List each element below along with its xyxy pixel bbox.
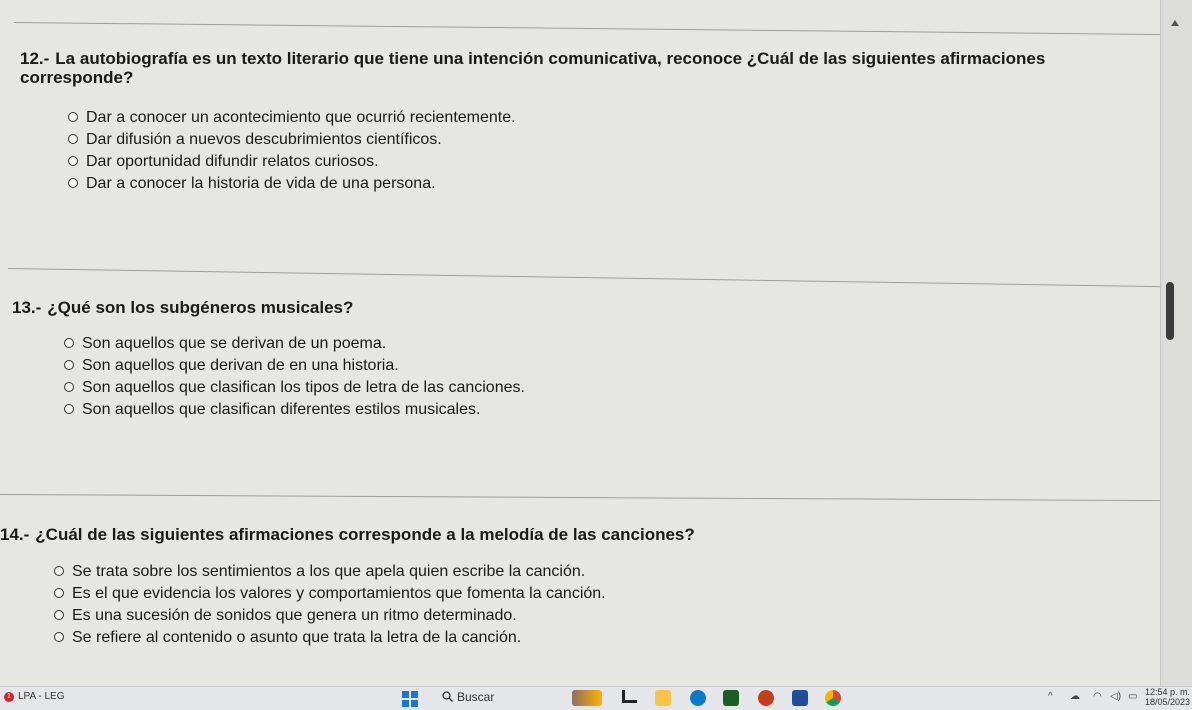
scroll-thumb[interactable] (1166, 282, 1174, 340)
question-text: ¿Qué son los subgéneros musicales? (47, 298, 354, 317)
weather-label[interactable]: LPA - LEG (18, 691, 65, 702)
task-view-icon[interactable] (622, 690, 637, 703)
option-14-d[interactable] (54, 627, 1150, 649)
question-12 (20, 49, 1150, 195)
search-label: Buscar (457, 690, 495, 704)
option-label: Se refiere al contenido o asunto que trata la letra de la canción. (72, 629, 522, 646)
option-label: Dar difusión a nuevos descubrimientos científicos. (86, 131, 442, 148)
clock-time: 12:54 p. m. (1144, 687, 1190, 697)
file-explorer-icon[interactable] (655, 690, 671, 706)
battery-icon[interactable]: ▭ (1128, 691, 1138, 702)
radio-button[interactable] (54, 566, 64, 576)
clock-date: 18/05/2023 (1144, 697, 1190, 707)
question-14 (0, 525, 1150, 649)
option-14-a[interactable] (54, 561, 1150, 583)
section-divider (8, 268, 1160, 287)
option-13-b[interactable] (64, 355, 1142, 377)
option-label: Dar a conocer un acontecimiento que ocurrió recientemente. (86, 109, 516, 126)
question-title (12, 298, 1142, 317)
option-12-d[interactable] (68, 173, 1150, 195)
radio-button[interactable] (68, 156, 78, 166)
radio-button[interactable] (68, 178, 78, 188)
onedrive-icon[interactable]: ☁ (1070, 691, 1080, 702)
question-number: 12.- (20, 49, 50, 68)
vertical-scrollbar[interactable] (1160, 0, 1192, 686)
question-text: ¿Cuál de las siguientes afirmaciones corresponde a la melodía de las canciones? (35, 525, 695, 544)
volume-icon[interactable]: ◁) (1110, 691, 1122, 702)
question-text: La autobiografía es un texto literario que tiene una intención comunicativa, reconoce ¿Cuál de las siguientes afirmaciones corresponde? (20, 49, 1046, 87)
question-13 (12, 298, 1142, 421)
option-label: Son aquellos que se derivan de un poema. (82, 335, 387, 352)
chevron-up-icon[interactable]: ^ (1048, 691, 1053, 702)
wifi-icon[interactable]: ◠ (1093, 691, 1102, 702)
option-label: Son aquellos que clasifican los tipos de letra de las canciones. (82, 379, 525, 396)
radio-button[interactable] (64, 382, 74, 392)
edge-icon[interactable] (690, 690, 706, 706)
radio-button[interactable] (64, 360, 74, 370)
radio-button[interactable] (64, 338, 74, 348)
option-label: Es el que evidencia los valores y comportamientos que fomenta la canción. (72, 585, 606, 602)
windows-logo-icon[interactable] (402, 691, 418, 707)
notification-badge: 1 (4, 692, 14, 702)
section-divider (0, 494, 1160, 501)
option-13-c[interactable] (64, 377, 1142, 399)
option-label: Son aquellos que derivan de en una historia. (82, 357, 399, 374)
options-list (54, 561, 1150, 649)
section-divider (14, 22, 1160, 35)
clock[interactable] (1145, 687, 1190, 707)
chrome-icon[interactable] (825, 690, 841, 706)
scroll-up-icon[interactable] (1171, 20, 1179, 26)
question-title (0, 525, 1150, 544)
radio-button[interactable] (54, 610, 64, 620)
radio-button[interactable] (54, 632, 64, 642)
question-title (20, 49, 1150, 87)
question-number: 13.- (12, 298, 42, 317)
options-list (64, 333, 1142, 421)
radio-button[interactable] (64, 404, 74, 414)
word-icon[interactable] (792, 690, 808, 706)
powerpoint-icon[interactable] (758, 690, 774, 706)
option-12-c[interactable] (68, 151, 1150, 173)
option-label: Dar a conocer la historia de vida de una persona. (86, 175, 436, 192)
option-label: Se trata sobre los sentimientos a los que apela quien escribe la canción. (72, 563, 586, 580)
store-icon[interactable] (723, 690, 739, 706)
options-list (68, 107, 1150, 195)
taskbar (0, 686, 1192, 710)
option-13-d[interactable] (64, 399, 1142, 421)
option-12-b[interactable] (68, 129, 1150, 151)
question-number: 14.- (0, 525, 30, 544)
option-12-a[interactable] (68, 107, 1150, 129)
option-label: Es una sucesión de sonidos que genera un ritmo determinado. (72, 607, 517, 624)
option-label: Son aquellos que clasifican diferentes estilos musicales. (82, 401, 481, 418)
option-14-c[interactable] (54, 605, 1150, 627)
search-icon (442, 691, 453, 702)
option-13-a[interactable] (64, 333, 1142, 355)
taskbar-search[interactable] (442, 690, 494, 704)
radio-button[interactable] (68, 134, 78, 144)
widgets-icon[interactable] (572, 690, 602, 706)
radio-button[interactable] (68, 112, 78, 122)
option-label: Dar oportunidad difundir relatos curiosos. (86, 153, 379, 170)
option-14-b[interactable] (54, 583, 1150, 605)
radio-button[interactable] (54, 588, 64, 598)
